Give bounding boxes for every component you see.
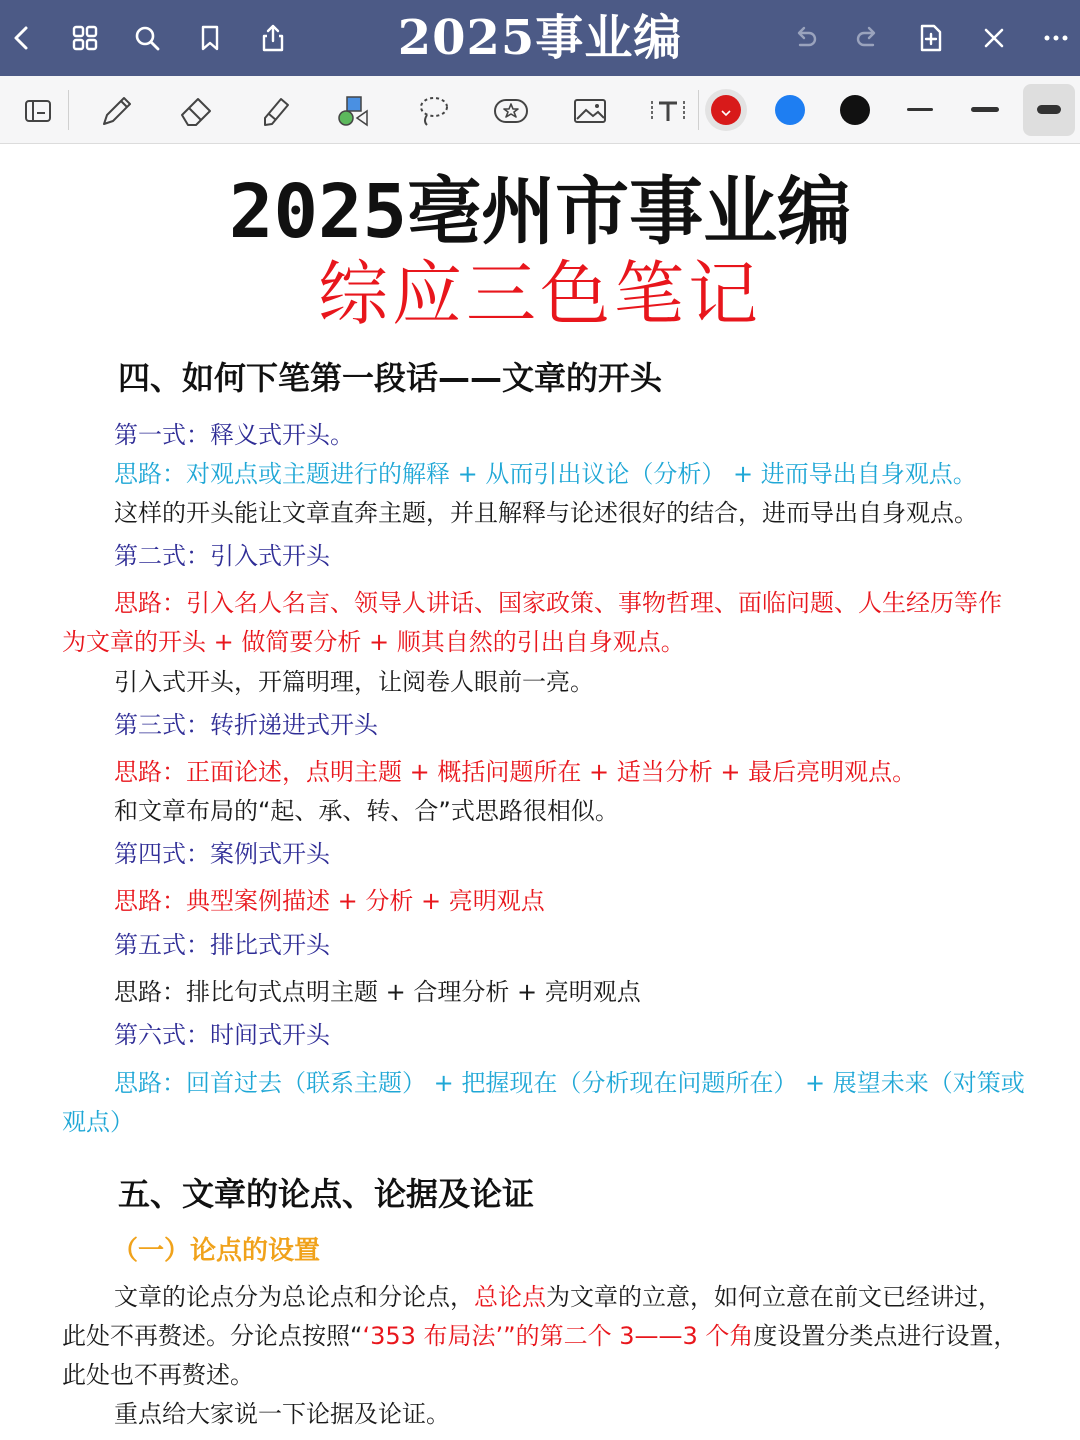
highlight-text: ‘353 布局法’”的第二个 3——3 个角 (362, 1322, 754, 1350)
stroke-thick[interactable] (1037, 105, 1061, 114)
method3-idea: 思路：正面论述，点明主题 + 概括问题所在 + 适当分析 + 最后亮明观点。 (114, 758, 917, 786)
redo-icon[interactable] (850, 20, 886, 56)
method1-title: 第一式：释义式开头。 (114, 421, 354, 449)
tool-bar (0, 76, 1080, 144)
pen-icon[interactable] (93, 88, 139, 134)
method5-title: 第五式：排比式开头 (114, 931, 330, 959)
paragraph-line-4: 重点给大家说一下论据及论证。 (114, 1400, 450, 1428)
undo-icon[interactable] (787, 20, 823, 56)
method4-title: 第四式：案例式开头 (114, 840, 330, 868)
paragraph-line-3: 此处也不再赘述。 (62, 1361, 254, 1389)
shapes-icon[interactable] (330, 88, 376, 134)
toolbar-divider (68, 90, 69, 130)
paragraph-text: 为文章的立意，如何立意在前文已经讲过， (546, 1283, 1002, 1311)
add-page-icon[interactable] (913, 20, 949, 56)
paragraph-text: 此处不再赘述。分论点按照“ (62, 1322, 363, 1350)
paragraph-line-2 (62, 1321, 1017, 1351)
document-page (0, 144, 1080, 1440)
stroke-thin[interactable] (907, 108, 933, 111)
method1-note: 这样的开头能让文章直奔主题，并且解释与论述很好的结合，进而导出自身观点。 (114, 499, 978, 527)
close-icon[interactable] (976, 20, 1012, 56)
sticker-icon[interactable] (488, 88, 534, 134)
method1-idea: 思路：对观点或主题进行的解释 + 从而引出议论（分析） + 进而导出自身观点。 (114, 460, 977, 488)
method2-idea-line1: 思路：引入名人名言、领导人讲话、国家政策、事物哲理、面临问题、人生经历等作 (114, 589, 1002, 617)
color-blue-dot[interactable] (775, 95, 805, 125)
method3-note: 和文章布局的“起、承、转、合”式思路很相似。 (114, 797, 619, 825)
share-icon[interactable] (255, 20, 291, 56)
sub-title: 综应三色笔记 (318, 253, 762, 335)
method2-note: 引入式开头，开篇明理，让阅卷人眼前一亮。 (114, 668, 594, 696)
top-navigation-bar (0, 0, 1080, 76)
method6-idea-line1: 思路：回首过去（联系主题） + 把握现在（分析现在问题所在） + 展望未来（对策或 (114, 1069, 1025, 1097)
section-heading-4: 四、如何下笔第一段话——文章的开头 (118, 359, 663, 397)
more-icon[interactable] (1038, 20, 1074, 56)
grid-icon[interactable] (67, 20, 103, 56)
stroke-medium[interactable] (971, 107, 999, 112)
subsection-heading-1: （一）论点的设置 (112, 1236, 321, 1266)
color-black-dot[interactable] (840, 95, 870, 125)
method3-title: 第三式：转折递进式开头 (114, 711, 378, 739)
eraser-icon[interactable] (173, 88, 219, 134)
method6-idea-line2: 观点） (62, 1108, 134, 1136)
paragraph-text: 度设置分类点进行设置， (753, 1322, 1018, 1350)
lasso-icon[interactable] (410, 88, 456, 134)
layout-icon[interactable] (15, 88, 61, 134)
highlight-text: 总论点 (474, 1283, 546, 1311)
main-title: 2025亳州市事业编 (228, 169, 852, 255)
method2-title: 第二式：引入式开头 (114, 542, 330, 570)
document-title: 2025事业编 (397, 10, 683, 66)
chevron-down-icon (720, 104, 732, 116)
toolbar-divider (698, 90, 699, 130)
method4-idea: 思路：典型案例描述 + 分析 + 亮明观点 (114, 887, 545, 915)
paragraph-text: 文章的论点分为总论点和分论点， (114, 1283, 474, 1311)
highlighter-icon[interactable] (252, 88, 298, 134)
back-icon[interactable] (4, 20, 40, 56)
bookmark-icon[interactable] (192, 20, 228, 56)
method6-title: 第六式：时间式开头 (114, 1021, 330, 1049)
method5-idea: 思路：排比句式点明主题 + 合理分析 + 亮明观点 (114, 978, 641, 1006)
search-icon[interactable] (129, 20, 165, 56)
image-icon[interactable] (567, 88, 613, 134)
section-heading-5: 五、文章的论点、论据及论证 (118, 1175, 535, 1213)
method2-idea-line2: 为文章的开头 + 做简要分析 + 顺其自然的引出自身观点。 (62, 628, 685, 656)
paragraph-line-1 (114, 1282, 1002, 1312)
text-icon[interactable] (645, 88, 691, 134)
